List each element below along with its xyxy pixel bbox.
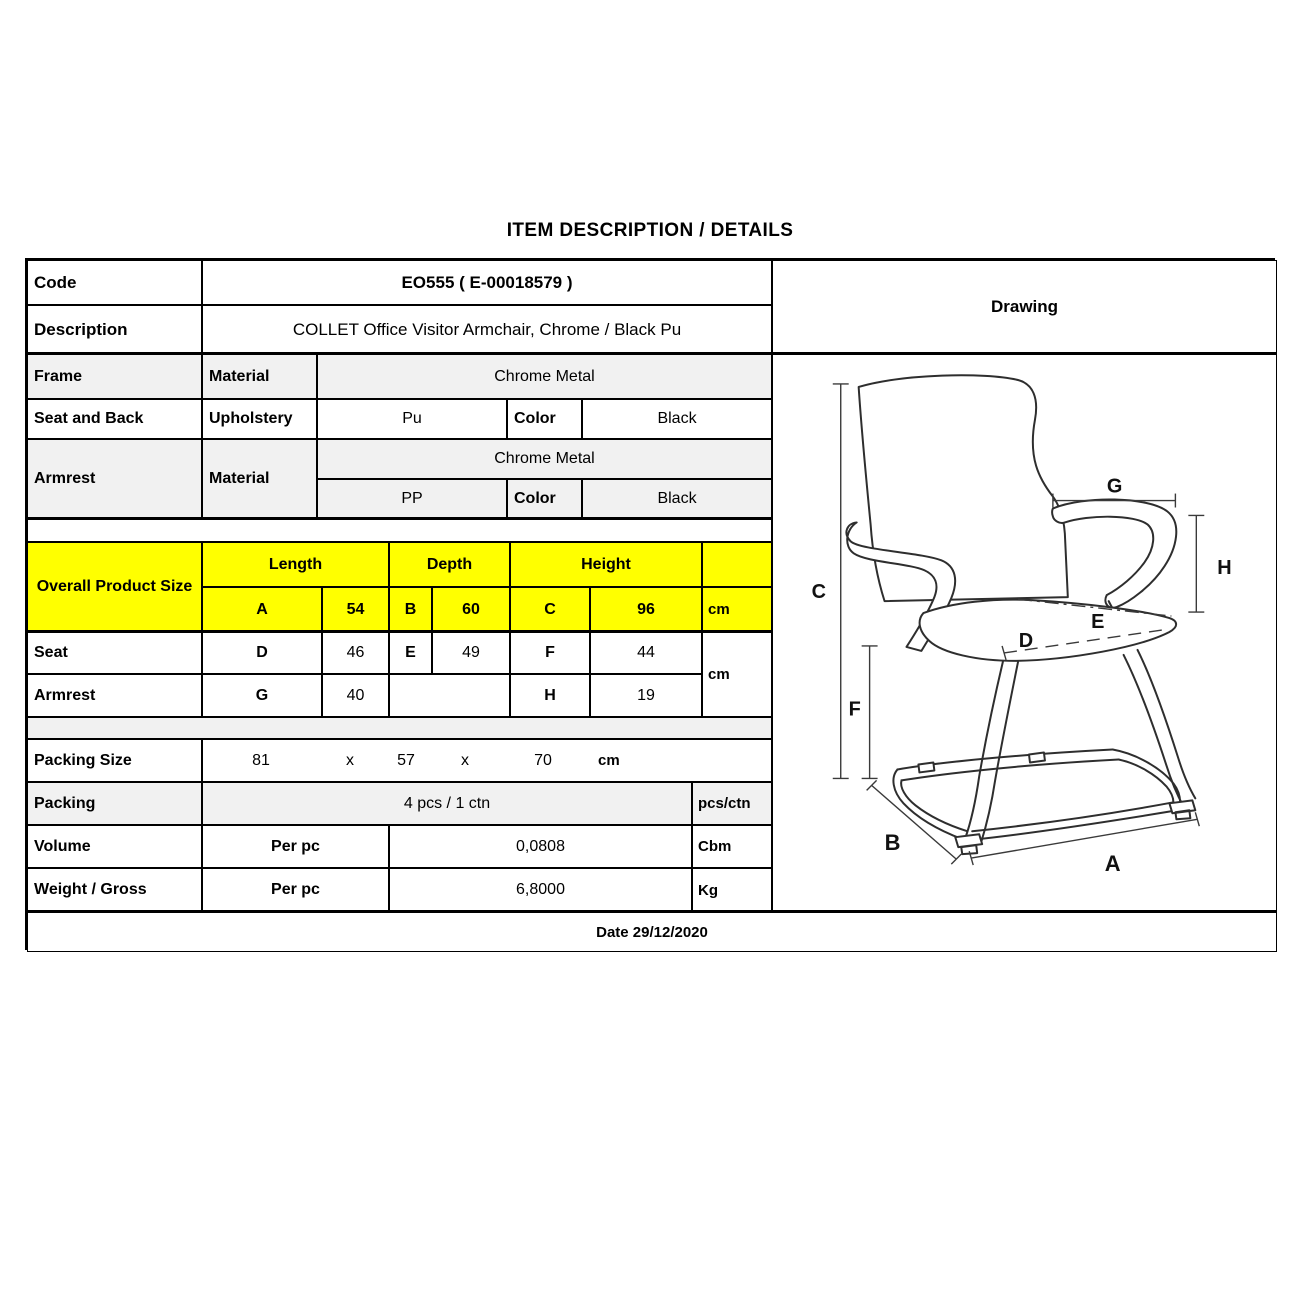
length-header: Length bbox=[202, 542, 389, 587]
packing-size-x2: x bbox=[461, 751, 469, 769]
armrest-color-label: Color bbox=[507, 479, 582, 519]
dim-line-f bbox=[862, 646, 878, 778]
section-divider-materials bbox=[27, 517, 772, 520]
spacer-row-1 bbox=[27, 519, 772, 542]
dim-label-e: E bbox=[1091, 611, 1105, 634]
spacer-row-2 bbox=[27, 717, 772, 739]
chair-left-glide bbox=[955, 834, 982, 854]
dim-label-b: B bbox=[884, 830, 901, 856]
weight-value: 6,8000 bbox=[389, 868, 692, 912]
armrest-dims-empty bbox=[389, 674, 510, 717]
seat-dims-label: Seat bbox=[27, 632, 202, 674]
frame-material-value: Chrome Metal bbox=[317, 354, 772, 399]
armrest-attr: Material bbox=[202, 439, 317, 519]
code-label: Code bbox=[27, 260, 202, 305]
code-value: EO555 ( E-00018579 ) bbox=[202, 260, 772, 305]
dim-h-value: 19 bbox=[590, 674, 702, 717]
dim-label-g: G bbox=[1106, 475, 1123, 498]
volume-per: Per pc bbox=[202, 825, 389, 868]
dim-line-c bbox=[833, 384, 849, 778]
frame-label: Frame bbox=[27, 354, 202, 399]
section-divider-size bbox=[27, 630, 772, 633]
height-header: Height bbox=[510, 542, 702, 587]
armrest-label: Armrest bbox=[27, 439, 202, 519]
dim-d-value: 46 bbox=[322, 632, 389, 674]
section-divider-date bbox=[27, 910, 1277, 913]
section-divider-top bbox=[27, 352, 1277, 355]
armrest-color-value: Black bbox=[582, 479, 772, 519]
packing-size-dim3: 70 bbox=[534, 751, 552, 769]
description-label: Description bbox=[27, 305, 202, 354]
weight-per: Per pc bbox=[202, 868, 389, 912]
volume-label: Volume bbox=[27, 825, 202, 868]
dim-line-b bbox=[867, 780, 962, 864]
size-header-corner bbox=[702, 542, 772, 587]
dim-label-a: A bbox=[1104, 851, 1121, 877]
armrest-dims-label: Armrest bbox=[27, 674, 202, 717]
packing-size-dim1: 81 bbox=[252, 751, 270, 769]
drawing-canvas bbox=[772, 354, 1277, 912]
dim-label-c: C bbox=[811, 581, 827, 604]
dim-c-value: 96 bbox=[590, 587, 702, 632]
weight-label: Weight / Gross bbox=[27, 868, 202, 912]
chair-right-glide bbox=[1169, 800, 1195, 819]
packing-size-label: Packing Size bbox=[27, 739, 202, 782]
packing-size-unit: cm bbox=[598, 752, 620, 769]
dim-c-key: C bbox=[510, 587, 590, 632]
frame-attr: Material bbox=[202, 354, 317, 399]
packing-value: 4 pcs / 1 ctn bbox=[202, 782, 692, 825]
dim-a-value: 54 bbox=[322, 587, 389, 632]
dim-b-value: 60 bbox=[432, 587, 510, 632]
seatback-label: Seat and Back bbox=[27, 399, 202, 439]
dim-label-h: H bbox=[1217, 557, 1232, 580]
armrest-material-value2: PP bbox=[317, 479, 507, 519]
seatback-upholstery-value: Pu bbox=[317, 399, 507, 439]
dim-label-d: D bbox=[1018, 629, 1034, 652]
detail-unit: cm bbox=[702, 632, 772, 717]
dim-g-key: G bbox=[202, 674, 322, 717]
page-title: ITEM DESCRIPTION / DETAILS bbox=[506, 220, 794, 241]
dim-e-value: 49 bbox=[432, 632, 510, 674]
chair-right-armrest bbox=[1052, 499, 1176, 607]
seatback-attr: Upholstery bbox=[202, 399, 317, 439]
drawing-header: Drawing bbox=[772, 260, 1277, 354]
packing-label: Packing bbox=[27, 782, 202, 825]
overall-size-label: Overall Product Size bbox=[27, 542, 202, 632]
packing-size-dim2: 57 bbox=[397, 751, 415, 769]
dim-d-key: D bbox=[202, 632, 322, 674]
overall-unit: cm bbox=[702, 587, 772, 632]
chair-drawing bbox=[773, 354, 1276, 912]
packing-unit: pcs/ctn bbox=[692, 782, 772, 825]
dim-a-key: A bbox=[202, 587, 322, 632]
armrest-material-value: Chrome Metal bbox=[317, 439, 772, 479]
dim-label-f: F bbox=[848, 698, 861, 721]
chair-outline bbox=[846, 375, 1195, 854]
spec-table bbox=[25, 258, 1275, 950]
volume-value: 0,0808 bbox=[389, 825, 692, 868]
weight-unit: Kg bbox=[692, 868, 772, 912]
volume-unit: Cbm bbox=[692, 825, 772, 868]
dim-f-value: 44 bbox=[590, 632, 702, 674]
description-value: COLLET Office Visitor Armchair, Chrome / Black Pu bbox=[202, 305, 772, 354]
dim-g-value: 40 bbox=[322, 674, 389, 717]
date-row: Date 29/12/2020 bbox=[27, 912, 1277, 952]
chair-sled-base bbox=[893, 750, 1195, 855]
dim-line-a bbox=[969, 812, 1199, 865]
dim-e-key: E bbox=[389, 632, 432, 674]
packing-size-value bbox=[202, 739, 772, 782]
packing-size-x1: x bbox=[346, 751, 354, 769]
dim-line-h bbox=[1188, 515, 1204, 612]
dim-b-key: B bbox=[389, 587, 432, 632]
dim-h-key: H bbox=[510, 674, 590, 717]
seatback-color-label: Color bbox=[507, 399, 582, 439]
dim-f-key: F bbox=[510, 632, 590, 674]
seatback-color-value: Black bbox=[582, 399, 772, 439]
chair-front-leg bbox=[965, 661, 1003, 838]
chair-backrest bbox=[859, 375, 1068, 601]
depth-header: Depth bbox=[389, 542, 510, 587]
